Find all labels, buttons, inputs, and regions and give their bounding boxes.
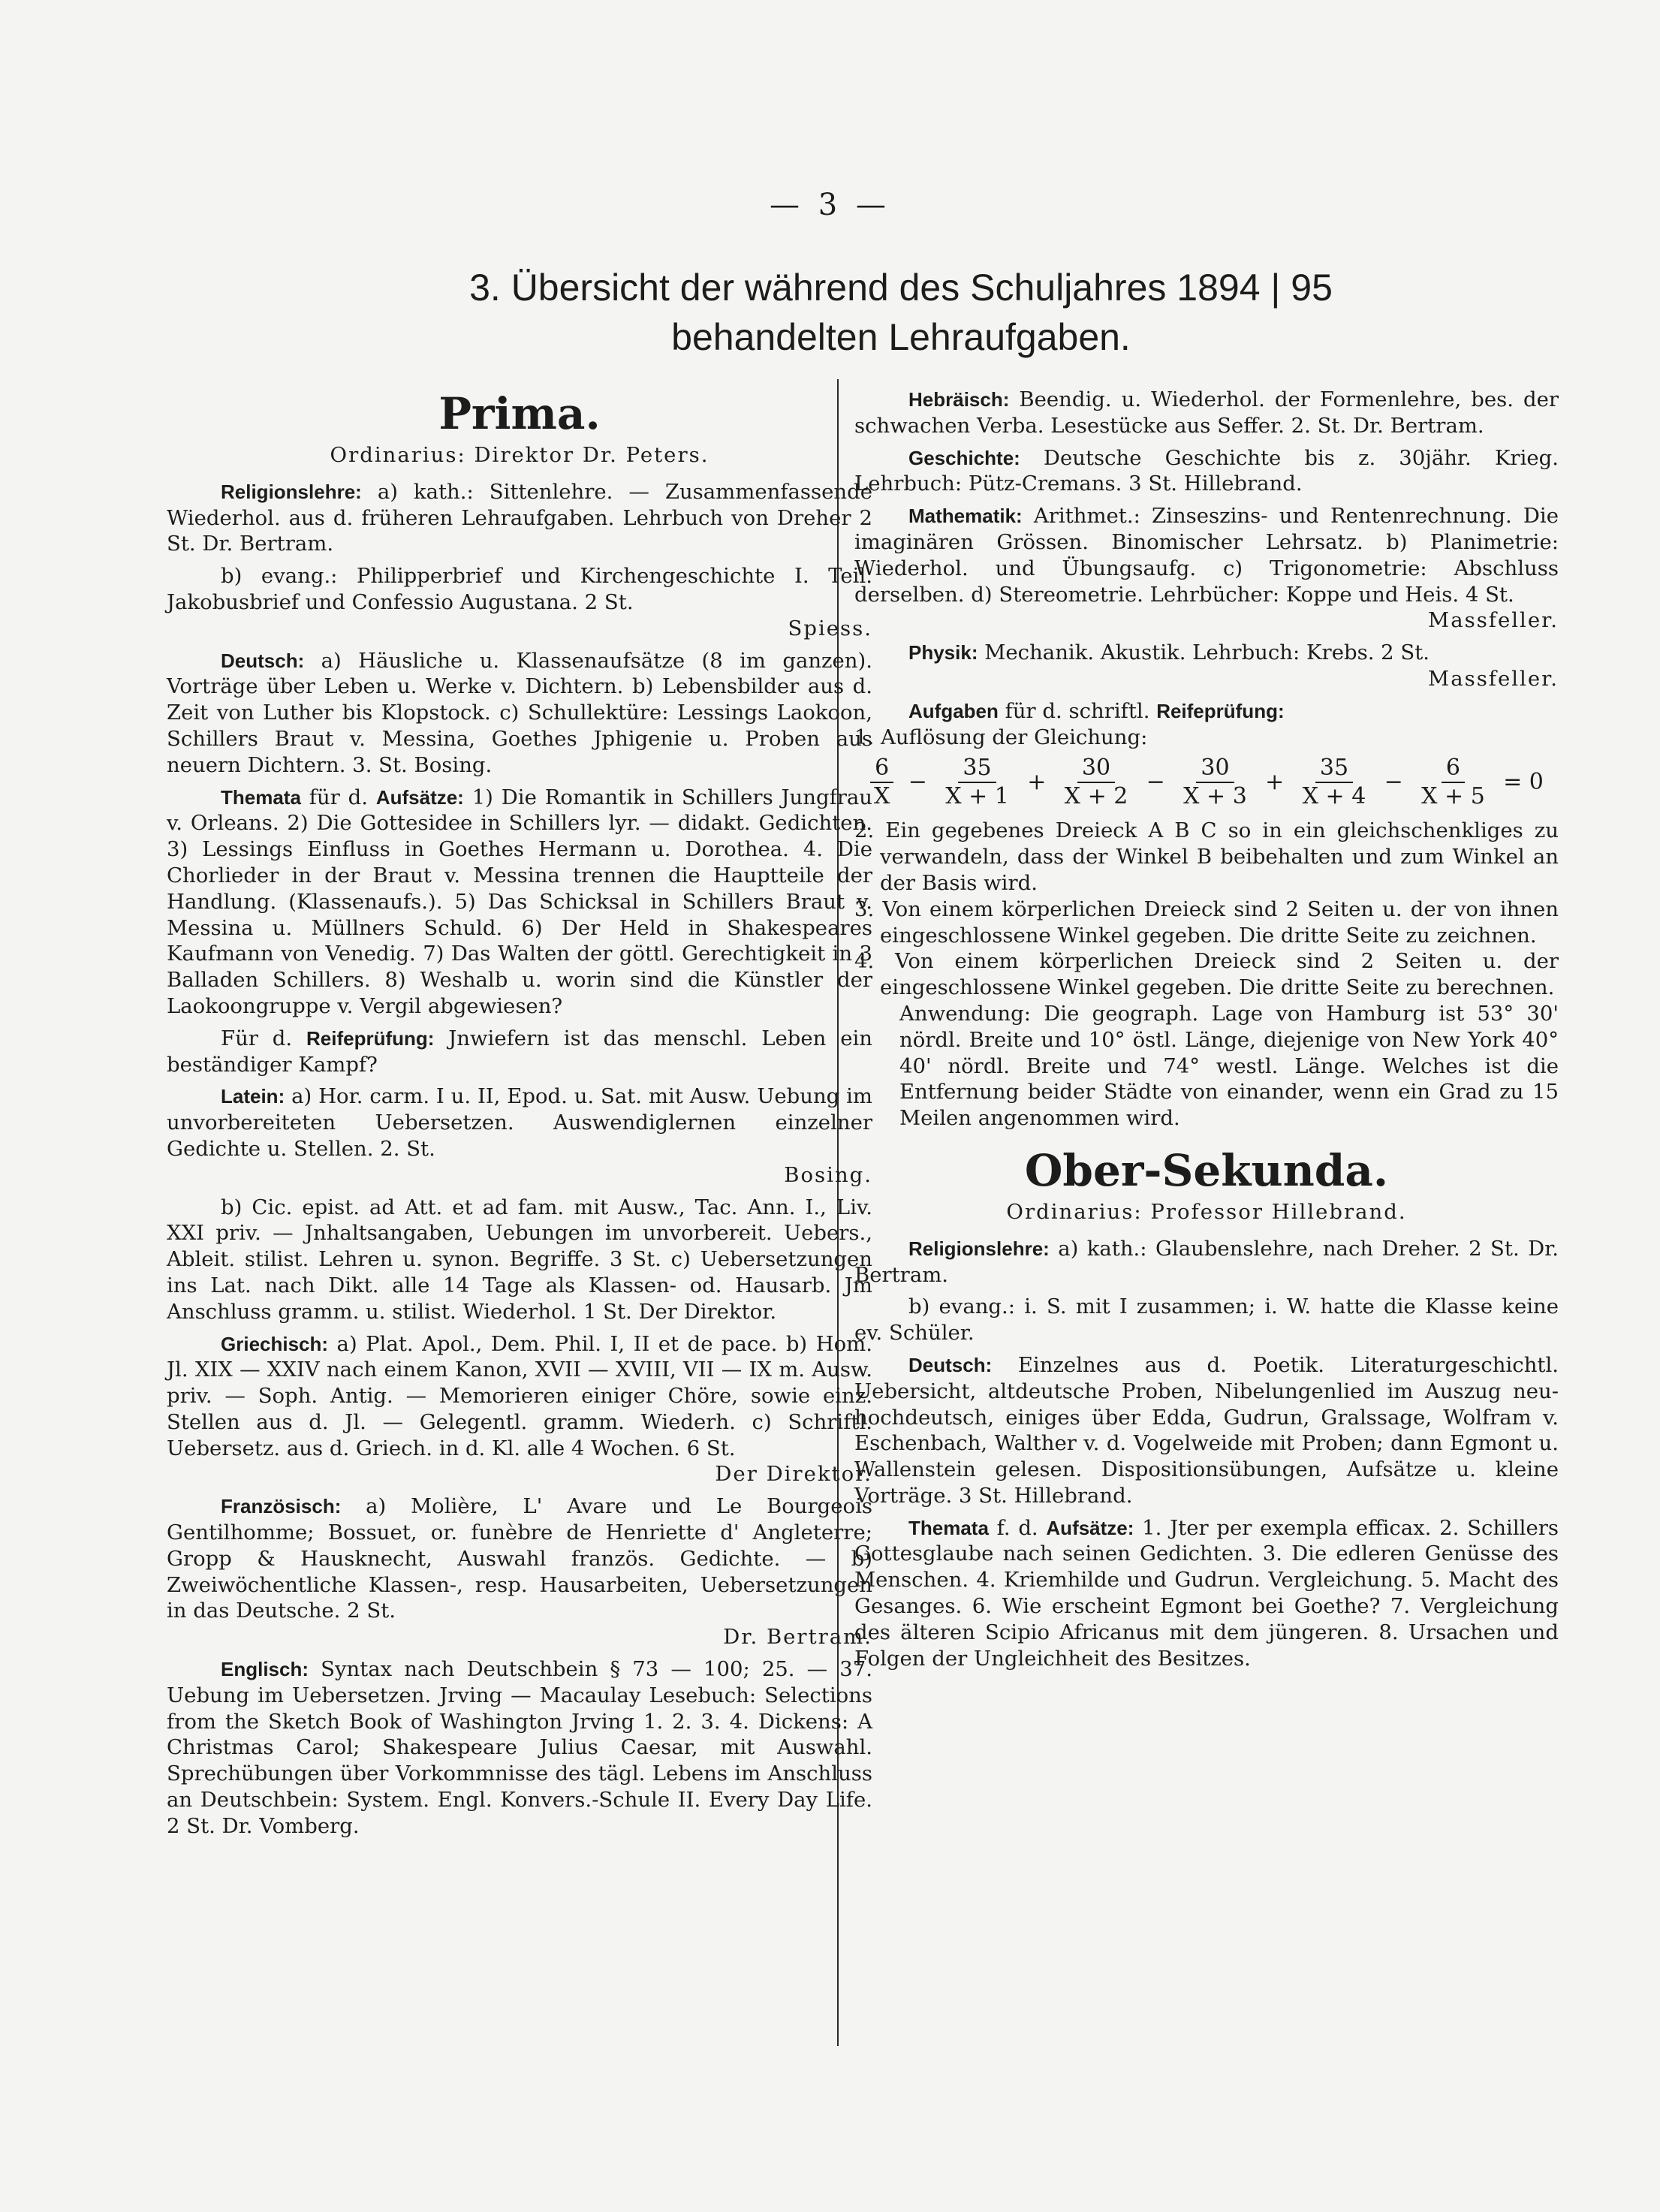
os-deutsch-label: Deutsch:: [908, 1353, 993, 1376]
hebr-label: Hebräisch:: [908, 388, 1010, 411]
fraction-2: [941, 755, 1014, 810]
fraction-4-den: X + 3: [1183, 783, 1247, 810]
latein-a-teacher: Bosing.: [784, 1162, 872, 1187]
left-column: [167, 387, 872, 1846]
themata-text: 1) Die Romantik in Schillers Jungfrau v. Orleans. 2) Die Gottesidee in Schillers lyr. — didakt. Gedichten. 3) Lessings Einfluss in Goethes Hermann u. Dorothea. 4. Die Chorlieder in der Braut v. Messina trennen die Hauptteile der Handlung. (Klassenaufs.). 5) Das Schicksal in Schillers Braut v. Messina u. Müllners Schuld. 6) Der Held in Shakespeares Kaufmann von Venedig. 7) Das Walten der göttl. Gerechtigkeit in 3 Balladen Schillers. 8) Weshalb u. worin sind die Künstler der Laokoongruppe v. Vergil abgewiesen?: [167, 785, 873, 1018]
griechisch-text: a) Plat. Apol., Dem. Phil. I, II et de pace. b) Hom. Jl. XIX — XXIV nach einem Kanon, XVII — XVIII, VII — IX m. Ausw. priv. — Soph. Antig. — Memorieren einiger Chöre, sowie einz. Stellen aus d. Jl. — Gelegentl. gramm. Wiederh. c) Schriftl. Uebersetz. aus d. Griech. in d. Kl. alle 4 Wochen. 6 St.: [167, 1331, 872, 1460]
religion-label: Religionslehre:: [221, 480, 362, 503]
prima-franzoesisch: [167, 1493, 872, 1650]
latein-a-text: a) Hor. carm. I u. II, Epod. u. Sat. mit Ausw. Uebung im unvorbereiteten Uebersetzen. Auswendiglernen einzelner Gedichte u. Stellen. 2. St.: [167, 1084, 872, 1161]
anwendung: Anwendung: Die geograph. Lage von Hamburg ist 53° 30' nördl. Breite und 10° östl. Länge, diejenige von New York 40° 40' nördl. Breite und 74° westl. Länge. Welches ist die Entfernung beider Städte von einander, wenn ein Grad zu 15 Meilen angenommen wird.: [899, 1001, 1559, 1131]
task-2: 2. Ein gegebenes Dreieck A B C so in ein gleichschenkliges zu verwandeln, dass der Winkel B beibehalten und zum Winkel an der Basis wird.: [854, 818, 1559, 895]
right-column: [854, 387, 1559, 1677]
fraction-1-num: 6: [870, 755, 893, 783]
fraction-3: [1060, 755, 1133, 810]
prima-latein-b: [167, 1195, 872, 1325]
os-religion: [854, 1236, 1559, 1288]
fraction-1-den: X: [874, 783, 890, 810]
deutsch-label: Deutsch:: [221, 649, 305, 672]
latein-label: Latein:: [221, 1085, 285, 1108]
prima-mathematik: [854, 503, 1559, 634]
os-religion-label: Religionslehre:: [908, 1237, 1050, 1260]
obersekunda-heading: Ober-Sekunda.: [1024, 1144, 1389, 1196]
religion-b-teacher: Spiess.: [788, 616, 872, 640]
task-1: 1. Auflösung der Gleichung:: [854, 725, 1148, 749]
prima-heading: Prima.: [438, 388, 601, 439]
fraction-5: [1298, 755, 1371, 810]
equation-rhs: = 0: [1503, 768, 1544, 795]
prima-deutsch: [167, 648, 872, 779]
fraction-6: [1417, 755, 1490, 810]
operator-5: −: [1384, 768, 1403, 795]
os-religion-b: b) evang.: i. S. mit I zusammen; i. W. hatte die Klasse keine ev. Schüler.: [854, 1294, 1559, 1346]
equation: [854, 750, 1559, 818]
os-themata-label: Themata: [908, 1516, 989, 1539]
task-4: 4. Von einem körperlichen Dreieck sind 2 Seiten u. der eingeschlossene Winkel gegeben. Die dritte Seite zu berechnen.: [854, 949, 1559, 1000]
aufg-label: Aufgaben: [908, 699, 999, 722]
os-themata-text: 1. Jter per exempla efficax. 2. Schillers Gottesglaube nach seinen Gedichten. 3. Die edleren Genüsse des Menschen. 4. Kriemhilde und Gudrun. Vergleichung. 5. Macht des Gesanges. 6. Wie erscheint Egmont bei Goethe? 7. Vergleichung des älteren Scipio Africanus mit dem jüngeren. 8. Ursachen und Folgen der Ungleichheit des Besitzes.: [854, 1515, 1559, 1671]
reife-pre: Für d.: [221, 1026, 293, 1050]
englisch-text: Syntax nach Deutschbein § 73 — 100; 25. — 37. Uebung im Uebersetzen. Jrving — Macaulay Lesebuch: Selections from the Sketch Book of Washington Jrving 1. 2. 3. 4. Dickens: A Christmas Carol; Shakespeare Julius Caesar, mit Auswahl. Sprechübungen über Vorkommnisse des tägl. Lebens im Anschluss an Deutschbein: System. Engl. Konvers.-Schule II. Every Day Life. 2 St. Dr. Vomberg.: [167, 1657, 872, 1838]
fraction-4: [1179, 755, 1252, 810]
operator-1: −: [908, 768, 927, 795]
hebr-text: Beendig. u. Wiederhol. der Formenlehre, bes. der schwachen Verba. Lesestücke aus Seffer. 2. St. Dr. Bertram.: [854, 387, 1559, 438]
prima-hebraeisch: [854, 387, 1559, 439]
fraction-2-den: X + 1: [945, 783, 1009, 810]
os-themata: [854, 1515, 1559, 1672]
prima-geschichte: [854, 445, 1559, 498]
englisch-label: Englisch:: [221, 1658, 309, 1681]
religion-a-text: a) kath.: Sittenlehre. — Zusammenfassende Wiederhol. aus d. früheren Lehraufgaben. Lehrbuch von Dreher 2 St. Dr. Bertram.: [167, 479, 872, 556]
prima-reifepruefung: [167, 1026, 872, 1078]
fraction-6-den: X + 5: [1421, 783, 1485, 810]
math-teacher: Massfeller.: [1428, 608, 1559, 633]
prima-englisch: [167, 1656, 872, 1840]
themata-label: Themata: [221, 785, 301, 809]
griechisch-teacher: Der Direktor.: [715, 1462, 872, 1487]
gesch-label: Geschichte:: [908, 446, 1020, 469]
math-text: Arithmet.: Zinseszins- und Rentenrechnung. Die imaginären Grössen. Binomischer Lehrsatz. b) Planimetrie: Wiederhol. und Übungsaufg. c) Trigonometrie: Abschluss derselben. d) Stereometrie. Lehrbücher: Koppe und Heis. 4 St.: [854, 504, 1559, 607]
reife-label: Reifeprüfung:: [306, 1026, 435, 1050]
os-themata-label-2: Aufsätze:: [1046, 1516, 1134, 1539]
fraction-5-num: 35: [1315, 755, 1353, 783]
aufg-label-2: Reifeprüfung:: [1156, 699, 1285, 722]
os-themata-mid: f. d.: [996, 1515, 1038, 1540]
reifepruefung-tasks-cont: [854, 818, 1559, 1001]
fraction-2-num: 35: [958, 755, 996, 783]
prima-religion: [167, 479, 872, 557]
prima-latein: [167, 1083, 872, 1188]
physik-text: Mechanik. Akustik. Lehrbuch: Krebs. 2 St.: [984, 640, 1430, 665]
fraction-1: [869, 755, 894, 810]
themata-mid: für d.: [309, 785, 368, 809]
physik-label: Physik:: [908, 641, 978, 665]
gesch-text: Deutsche Geschichte bis z. 30jähr. Krieg. Lehrbuch: Pütz-Cremans. 3 St. Hillebrand.: [854, 445, 1559, 496]
prima-themata: [167, 785, 872, 1020]
themata-label-2: Aufsätze:: [375, 785, 464, 809]
page-title: [225, 263, 1577, 362]
aufg-mid: für d. schriftl.: [1005, 698, 1150, 723]
franz-teacher: Dr. Bertram.: [723, 1625, 872, 1650]
reifepruefung-tasks: [854, 725, 1559, 751]
os-deutsch: [854, 1352, 1559, 1509]
physik-teacher: Massfeller.: [1428, 666, 1559, 691]
os-religion-a: a) kath.: Glaubenslehre, nach Dreher. 2 St. Dr. Bertram.: [854, 1236, 1559, 1287]
prima-religion-b: [167, 563, 872, 641]
task-3: 3. Von einem körperlichen Dreieck sind 2 Seiten u. der von ihnen eingeschlossene Winkel gegeben. Die dritte Seite zu zeichnen.: [854, 897, 1559, 948]
math-label: Mathematik:: [908, 505, 1023, 528]
fraction-3-den: X + 2: [1064, 783, 1128, 810]
title-line-1: 3. Übersicht der während des Schuljahres 1894 | 95: [469, 267, 1333, 309]
os-deutsch-text: Einzelnes aus d. Poetik. Literaturgeschichtl. Uebersicht, altdeutsche Proben, Nibelungenlied im Auszug neu-hochdeutsch, einiges über Edda, Gudrun, Gralssage, Wolfram v. Eschenbach, Walther v. d. Vogelweide mit Proben; dann Egmont u. Wallenstein gelesen. Dispositionsübungen, Aufsätze u. kleine Vorträge. 3 St. Hillebrand.: [854, 1352, 1559, 1508]
prima-ordinarius: Ordinarius: Direktor Dr. Peters.: [330, 443, 709, 467]
fraction-3-num: 30: [1077, 755, 1115, 783]
page-number: — 3 —: [770, 188, 890, 222]
operator-2: +: [1027, 768, 1047, 795]
fraction-6-num: 6: [1442, 755, 1465, 783]
religion-b-text: b) evang.: Philipperbrief und Kirchengeschichte I. Teil. Jakobusbrief und Confessio Augustana. 2 St.: [167, 564, 872, 614]
reife-text: Jnwiefern ist das menschl. Leben ein beständiger Kampf?: [167, 1026, 872, 1077]
franz-text: a) Molière, L' Avare und Le Bourgeois Gentilhomme; Bossuet, or. funèbre de Henriette d' Angleterre; Gropp & Hausknecht, Auswahl französ. Gedichte. — b) Zweiwöchentliche Klassen-, resp. Hausarbeiten, Uebersetzungen in das Deutsche. 2 St.: [167, 1494, 872, 1623]
prima-physik: [854, 640, 1559, 692]
fraction-4-num: 30: [1196, 755, 1234, 783]
deutsch-text: a) Häusliche u. Klassenaufsätze (8 im ganzen). Vorträge über Leben u. Werke v. Dichtern. b) Lebensbilder aus d. Zeit von Luther bis Klopstock. c) Schullektüre: Lessings Laokoon, Schillers Braut v. Messina, Goethes Jphigenie u. Proben aus neuern Dichtern. 3. St. Bosing.: [167, 648, 872, 777]
franz-label: Französisch:: [221, 1495, 342, 1518]
operator-4: +: [1265, 768, 1285, 795]
griechisch-label: Griechisch:: [221, 1332, 329, 1355]
latein-b-text: b) Cic. epist. ad Att. et ad fam. mit Ausw., Tac. Ann. I., Liv. XXI priv. — Jnhaltsangaben, Uebungen im unvorbereit. Uebers., Ableit. stilist. Lehren u. synon. Begriffe. 3 St. c) Uebersetzungen ins Lat. nach Dikt. alle 14 Tage als Klassen- od. Hausarb. Jm Anschluss gramm. u. stilist. Wiederhol. 1 St. Der Direktor.: [167, 1195, 872, 1324]
fraction-5-den: X + 4: [1302, 783, 1366, 810]
prima-griechisch: [167, 1331, 872, 1488]
operator-3: −: [1146, 768, 1165, 795]
obersekunda-ordinarius: Ordinarius: Professor Hillebrand.: [1006, 1199, 1407, 1224]
prima-aufgaben-heading: [854, 698, 1559, 725]
title-line-2: behandelten Lehraufgaben.: [671, 316, 1131, 358]
